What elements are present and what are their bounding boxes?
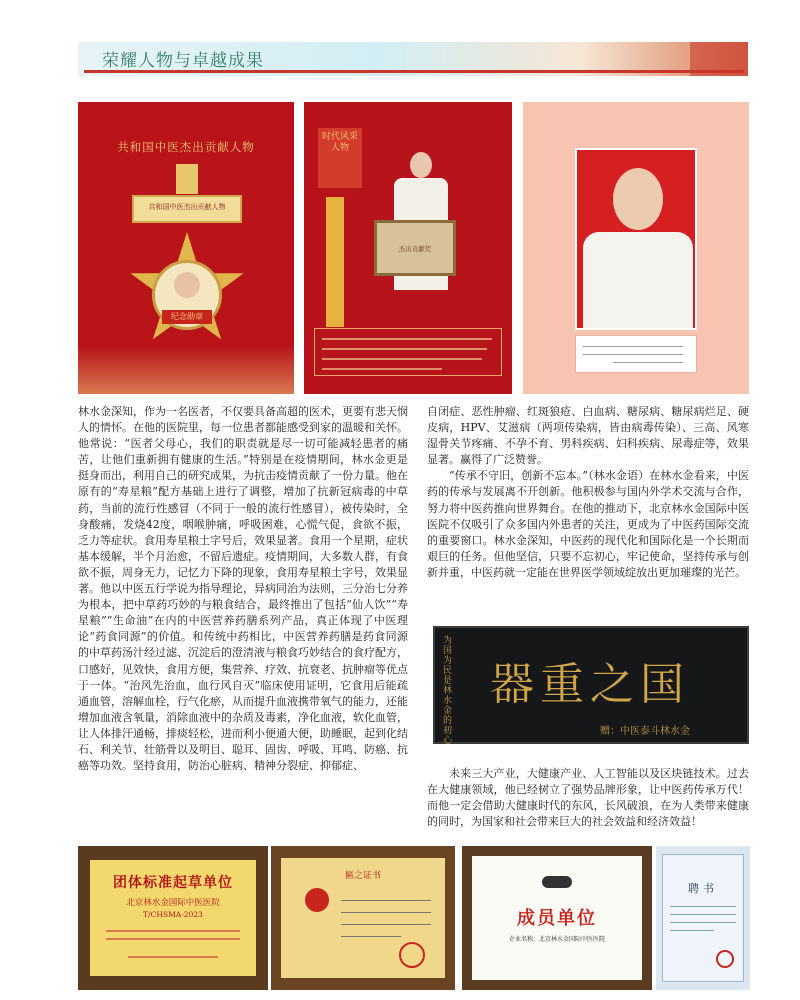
article-paragraph: “传承不守旧，创新不忘本。”（林水金语）在林水金看来，中医药的传承与发展离不开创新。他积极参与国内外学术交流与合作，努力将中医药推向世界舞台。在他的推动下，北京林水金国际中医医院不仅吸引了众多国内外患者的关注，更成为了中医药国际交流的重要窗口。林水金深知，中医药的现代化和国际化是一个长期而艰巨的任务。但他坚信，只要不忘初心，牢记使命，坚持传承与创新并重，中医药就一定能在世界医学领域绽放出更加璀璨的光芒。 — [427, 469, 749, 579]
portrait-head — [613, 168, 663, 230]
certificate-title: 聘书 — [688, 882, 718, 895]
medal-ribbon — [176, 164, 198, 194]
portrait-panel — [523, 102, 749, 394]
medal-photo-panel — [78, 102, 294, 394]
red-seal-icon — [716, 950, 734, 968]
certificate-title: 匾之证书 — [344, 871, 381, 881]
emblem-icon — [305, 888, 329, 912]
award-plaque-text: 杰出贡献奖 — [398, 245, 432, 253]
info-line — [322, 348, 487, 350]
article-right-column — [427, 404, 749, 581]
certificate-text-line — [670, 906, 736, 907]
award-banner: 时代风采人物 — [318, 128, 362, 188]
certificate-text-line — [341, 900, 431, 901]
certificate-text-line — [670, 914, 736, 915]
caption-line — [583, 354, 683, 355]
caption-line — [613, 362, 683, 363]
medal-portrait — [174, 272, 200, 298]
red-seal-icon — [399, 942, 425, 968]
certificate-title: 成员单位 — [517, 908, 597, 929]
certificate-unit: 企业名称：北京林水金国际中医医院 — [508, 936, 605, 943]
plaque-main-characters: 器重之国 — [490, 659, 690, 710]
certificate-text-line — [106, 930, 240, 932]
info-line — [322, 338, 492, 340]
certificate-text-line — [106, 938, 240, 940]
certificate-standard-drafting — [78, 846, 268, 990]
certificate-member-unit — [462, 846, 652, 990]
certificate-text-line — [341, 924, 431, 925]
article-left-column — [78, 404, 408, 774]
plaque-signature: 赠：中医泰斗林水金 — [600, 726, 690, 737]
article-paragraph: 自闭症、恶性肿瘤、红斑狼疮、白血病、糖尿病、糖尿病烂足、硬皮病，HPV、艾滋病（两项传染病，皆由病毒传染）、三高、风寒湿骨关节疼痛、不孕不育、男科疾病、妇科疾病、尿毒症等，效果显著。赢得了广泛赞誉。 — [427, 405, 749, 467]
plaque-side-inscription: 为国为民是林水金的初心 — [443, 636, 453, 746]
certificate-text-line — [341, 912, 431, 913]
section-title: 荣耀人物与卓越成果 — [102, 51, 264, 71]
certificate-code: T/CHSMA-2023 — [143, 910, 203, 919]
medal-label: 纪念勋章 — [162, 310, 212, 324]
certificate-text-line — [670, 922, 736, 923]
info-line — [322, 368, 442, 370]
ornamental-pillar — [326, 197, 344, 327]
medal-bar-text: 共和国中医杰出贡献人物 — [148, 203, 226, 211]
certificate-title: 团体标准起草单位 — [113, 875, 233, 891]
certificate-subtitle: 北京林水金国际中医医院 — [126, 898, 220, 908]
award-photo-panel — [304, 102, 512, 394]
closing-paragraph: 未来三大产业，大健康产业、人工智能以及区块链技术。过去在大健康领域，他已经树立了强势品牌形象，让中医药传承万代！而他一定会借助大健康时代的东风，长风破浪，在为人类带来健康的同时，为国家和社会带来巨大的社会效益和经济效益！ — [427, 767, 749, 829]
person-head — [410, 152, 432, 178]
certificate-appointment — [656, 846, 750, 990]
info-line — [322, 358, 482, 360]
certificate-text-line — [670, 930, 714, 931]
article-paragraph: 林水金深知，作为一名医者，不仅要具备高超的医术，更要有悲天悯人的情怀。在他的医院里，每一位患者都能感受到家的温暖和关怀。他常说：“医者父母心，我们的职责就是尽一切可能减轻患者的痛苦，让他们重新拥有健康的生活。”特别是在疫情期间，林水金更是挺身而出，利用自己的研究成果，为抗击疫情贡献了一份力量。他在原有的“寿星粮”配方基础上进行了调整，增加了抗新冠病毒的中草药，当前的流行性感冒（不同于一般的流行性感冒），被传染时，全身酸痛，发烧42度，咽喉肿痛，呼吸困难，心慌气促，食欲不振，乏力等症状。食用寿星粮土字号后，效果显著。食用一个星期，症状基本缓解，半个月治愈，不留后遗症。疫情期间，大多数人群，有食欲不振，周身无力，记忆力下降的现象，食用寿星粮土字号，效果显著。他以中医五行学说为指导理论，异病同治为法则，三分治七分养为根本，把中草药巧妙的与粮食结合，最终推出了包括“仙人饮”“寿星粮”“生命油”在内的中医营养药膳系列产品，真正体现了中医理论“药食同源”的价值。和传统中药相比，中医营养药膳是药食同源的中草药汤汁经过滤、沉淀后的澄清液与粮食巧妙结合的食疗配方，口感好，见效快，食用方便，集营养、疗效、抗衰老、抗肿瘤等优点于一体。“治风先治血，血行风自灭”临床使用证明，它食用后能疏通血管，溶解血栓，行气化瘀，从而提升血液携带氧气的能力，还能增加血液含氧量，消除血液中的杂质及毒素，净化血液，软化血管，让人体排汗通畅，排痰轻松，进而利小便通大便，助睡眠，起到化结石、利关节、壮筋骨以及明目、聪耳、固齿、呼吸、耳鸣、防癌、抗癌等功效。坚持食用，防治心脏病、精神分裂症、抑郁症、 — [78, 405, 408, 773]
medal-panel-heading: 共和国中医杰出贡献人物 — [117, 140, 255, 154]
certificate-text-line — [128, 956, 218, 958]
organization-logo-icon — [542, 876, 572, 888]
portrait-shirt — [583, 232, 693, 328]
caption-line — [583, 346, 683, 347]
decorative-flowers — [78, 346, 294, 394]
certificate-plaque — [271, 846, 455, 990]
certificate-text-line — [341, 936, 401, 937]
